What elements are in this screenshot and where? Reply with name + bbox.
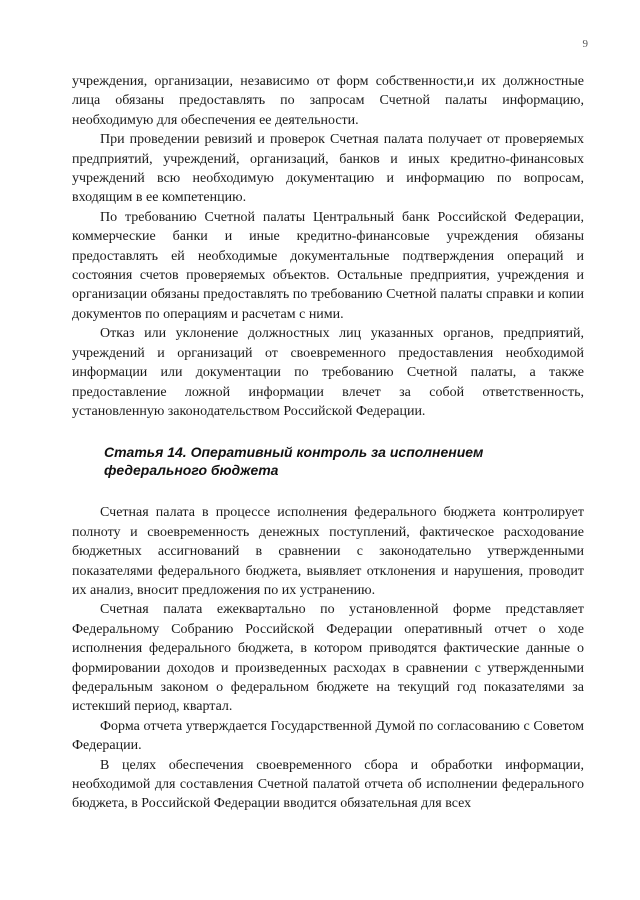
paragraph: В целях обеспечения своевременного сбора и обработки информации, необходимой для составления Счетной палатой отчета об исполнении федерального бюджета, в Российской Федерации вводится обязательная для всех: [72, 757, 584, 812]
paragraph: Счетная палата ежеквартально по установленной форме представляет Федеральному Собранию Российской Федерации оперативный отчет о ходе исполнения федерального бюджета, в котором приводятся фактические данные о формировании доходов и произведенных расходах в сравнении с утвержденными федеральным законом о федеральном бюджете на текущий год показателями за истекший период, квартал.: [72, 602, 584, 715]
paragraph: Счетная палата в процессе исполнения федерального бюджета контролирует полноту и своевременность денежных поступлений, фактическое расходование бюджетных ассигнований в сравнении с законодательно утвержденными показателями федерального бюджета, выявляет отклонения и нарушения, проводит их анализ, вносит предложения по их устранению.: [72, 505, 584, 598]
paragraph: учреждения, организации, независимо от форм собственности,и их должностные лица обязаны предоставлять по запросам Счетной палаты информацию, необходимую для обеспечения ее деятельности.: [72, 74, 584, 128]
paragraph: По требованию Счетной палаты Центральный банк Российской Федерации, коммерческие банки и иные кредитно-финансовые учреждения обязаны предоставлять ей необходимые документальные подтверждения операций и состояния счетов проверяемых объектов. Остальные предприятия, учреждения и организации обязаны предоставлять по требованию Счетной палаты справки и копии документов по операциям и расчетам с ними.: [72, 209, 584, 322]
document-body: [72, 72, 584, 814]
paragraph: При проведении ревизий и проверок Счетная палата получает от проверяемых предприятий, учреждений, организаций, банков и иных кредитно-финансовых учреждений всю необходимую документацию и информацию по вопросам, входящим в ее компетенцию.: [72, 132, 584, 206]
page-number: 9: [582, 38, 588, 50]
paragraph: Форма отчета утверждается Государственной Думой по согласованию с Советом Федерации.: [72, 718, 584, 754]
article-heading: Статья 14. Оперативный контроль за исполнением федерального бюджета: [104, 444, 484, 479]
paragraph: Отказ или уклонение должностных лиц указанных органов, предприятий, учреждений и организаций от своевременного предоставления необходимой информации или документации по требованию Счетной палаты, а также предоставление ложной информации влечет за собой ответственность, установленную законодательством Российской Федерации.: [72, 326, 584, 419]
